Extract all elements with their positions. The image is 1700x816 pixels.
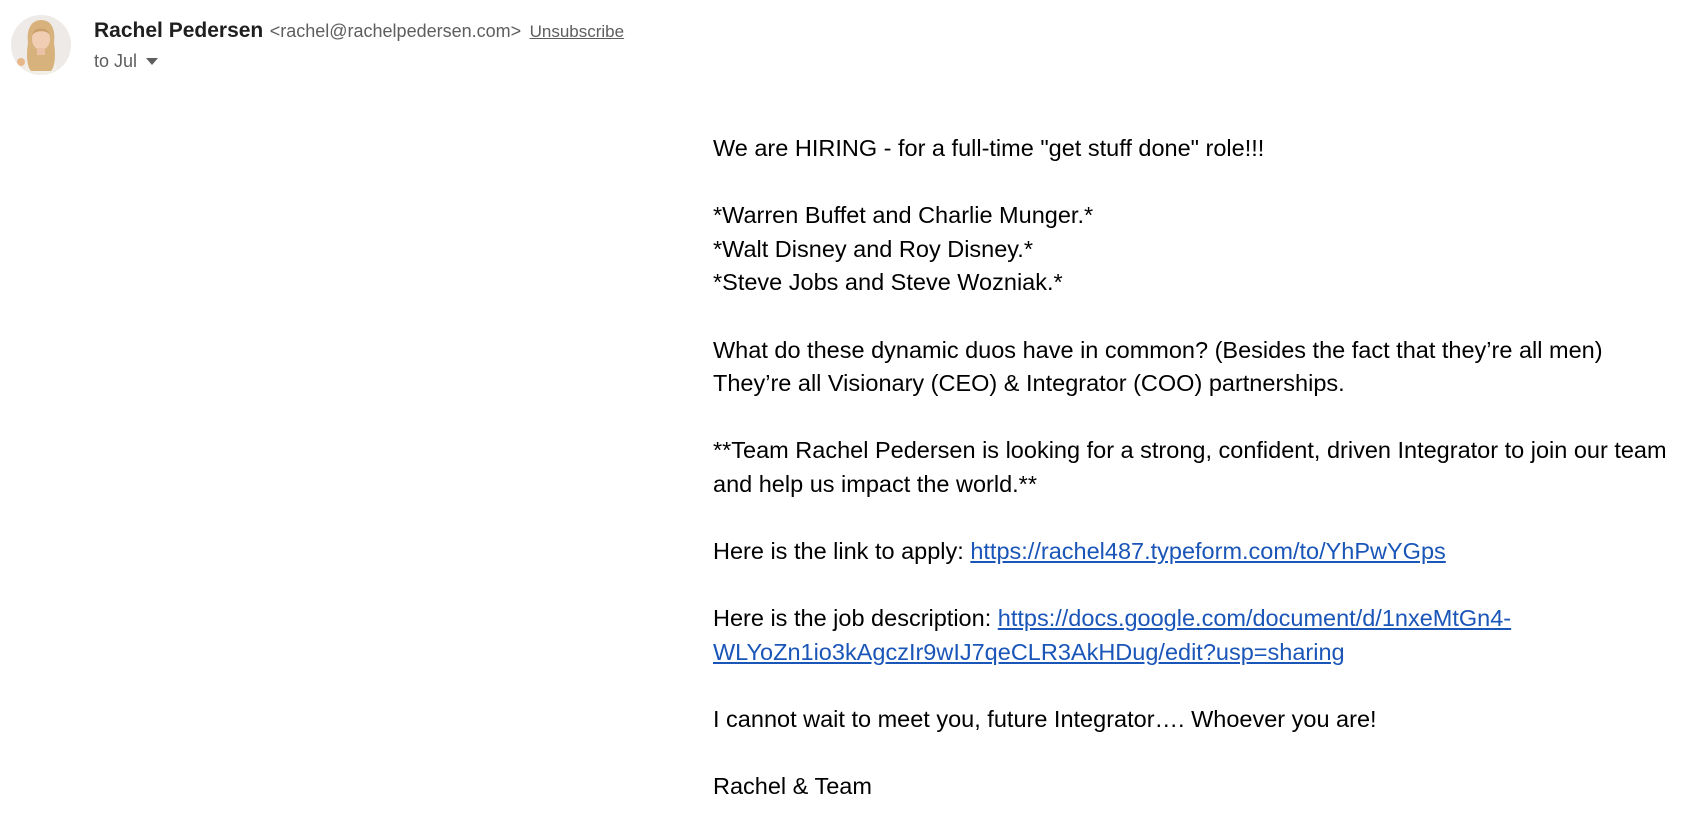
team-line: **Team Rachel Pedersen is looking for a strong, confident, driven Integrator to join our team and help us impact the world.**: [713, 437, 1667, 497]
recipient-label: to Jul: [94, 51, 138, 71]
duo-line: *Steve Jobs and Steve Wozniak.*: [713, 269, 1063, 296]
avatar-photo-icon: [11, 15, 71, 75]
apply-paragraph: [713, 535, 1699, 569]
sender-avatar[interactable]: [11, 15, 71, 75]
signature: Rachel & Team: [713, 773, 872, 800]
question-line: What do these dynamic duos have in common? (Besides the fact that they’re all men): [713, 336, 1603, 363]
answer-line: They’re all Visionary (CEO) & Integrator (COO) partnerships.: [713, 370, 1345, 397]
recipient-details-toggle[interactable]: [94, 49, 158, 73]
job-description-prefix: Here is the job description:: [713, 605, 992, 632]
duo-line: *Walt Disney and Roy Disney.*: [713, 235, 1033, 262]
apply-link[interactable]: https://rachel487.typeform.com/to/YhPwYGps: [970, 538, 1446, 565]
sender-email: <rachel@rachelpedersen.com>: [269, 21, 522, 41]
duo-line: *Warren Buffet and Charlie Munger.*: [713, 202, 1094, 229]
sender-line: [94, 18, 624, 46]
chevron-down-icon[interactable]: [146, 58, 158, 65]
email-body: [713, 132, 1699, 804]
apply-prefix: Here is the link to apply:: [713, 538, 964, 565]
hiring-line: We are HIRING - for a full-time "get stuff done" role!!!: [713, 135, 1265, 161]
sender-name[interactable]: Rachel Pedersen: [94, 19, 264, 42]
closing-line: I cannot wait to meet you, future Integrator…. Whoever you are!: [713, 706, 1377, 733]
unsubscribe-link[interactable]: Unsubscribe: [529, 22, 625, 41]
email-header: [0, 0, 1700, 90]
job-description-link[interactable]: https://docs.google.com/document/d/1nxeMtGn4-WLYoZn1io3kAgczIr9wIJ7qeCLR3AkHDug/edit?usp=sharing: [713, 605, 1512, 665]
job-description-paragraph: [713, 602, 1699, 669]
